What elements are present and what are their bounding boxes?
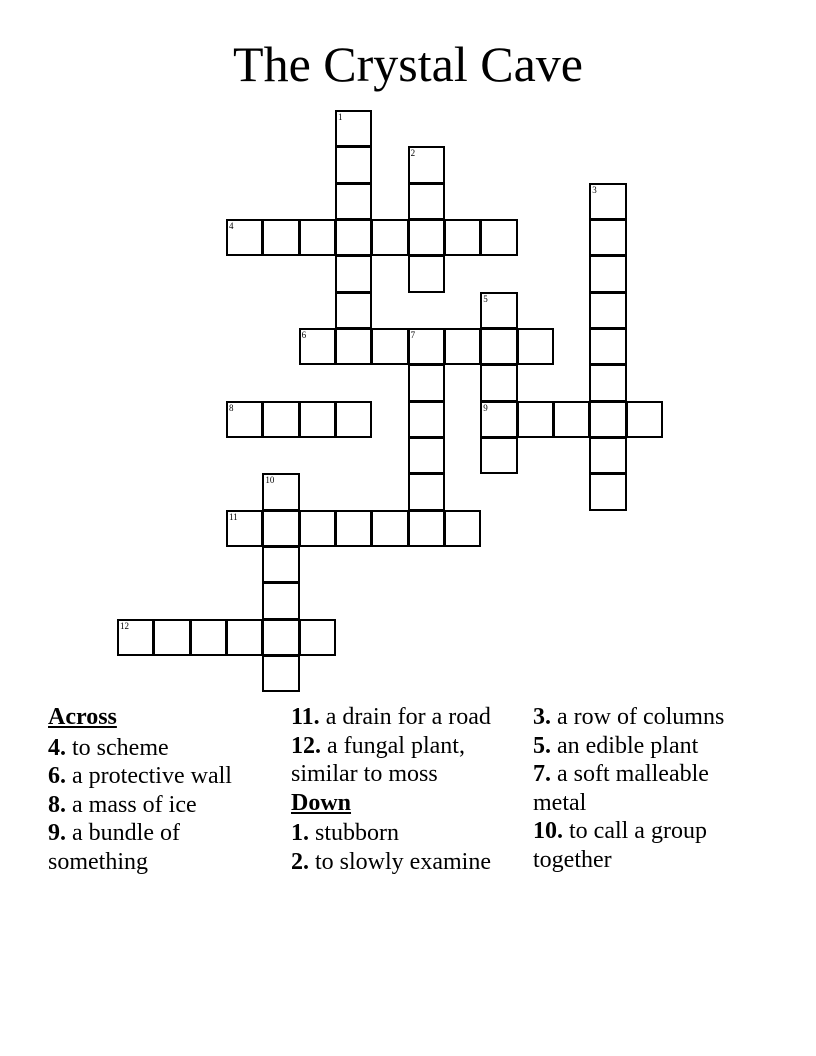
grid-cell[interactable] (589, 437, 626, 474)
grid-cell[interactable] (589, 364, 626, 401)
grid-cell[interactable] (299, 219, 336, 256)
grid-cell[interactable] (335, 146, 372, 183)
grid-cell[interactable] (335, 292, 372, 329)
grid-cell[interactable] (299, 510, 336, 547)
grid-cell[interactable] (335, 219, 372, 256)
clue-number: 1 (337, 112, 343, 122)
grid-cell[interactable] (626, 401, 663, 438)
clue-number: 12 (120, 620, 129, 631)
clue-number: 4 (228, 220, 234, 231)
grid-cell[interactable] (117, 619, 154, 656)
clue-number: 2 (410, 148, 416, 159)
clue-number: 9 (483, 402, 488, 413)
clue-number: 6 (301, 329, 307, 340)
across-clue-4: 4. to scheme (48, 734, 169, 761)
grid-cell[interactable] (408, 510, 445, 547)
clue-number: 7 (410, 329, 416, 340)
grid-cell[interactable] (480, 328, 517, 365)
grid-cell[interactable] (299, 328, 336, 365)
grid-cell[interactable] (335, 110, 372, 147)
grid-cell[interactable] (408, 255, 445, 292)
grid-cell[interactable] (262, 546, 299, 583)
grid-cell[interactable] (262, 401, 299, 438)
grid-cell[interactable] (408, 364, 445, 401)
grid-cell[interactable] (299, 619, 336, 656)
grid-cell[interactable] (480, 364, 517, 401)
clue-number: 11 (228, 511, 238, 522)
across-clue-9: 9. a bundle of something (48, 820, 180, 875)
grid-cell[interactable] (299, 401, 336, 438)
down-clue-3: 3. a row of columns (533, 704, 725, 730)
down-clue-5: 5. an edible plant (533, 732, 699, 759)
clue-number: 10 (265, 475, 275, 486)
grid-cell[interactable] (589, 401, 626, 438)
grid-cell[interactable] (408, 146, 445, 183)
grid-cell[interactable] (371, 219, 408, 256)
grid-cell[interactable] (480, 401, 517, 438)
clue-column-1 (48, 703, 284, 876)
grid-cell[interactable] (335, 510, 372, 547)
grid-cell[interactable] (408, 183, 445, 220)
grid-cell[interactable] (335, 401, 372, 438)
across-clue-8: 8. a mass of ice (48, 791, 197, 818)
grid-cell[interactable] (153, 619, 190, 656)
clue-number: 8 (228, 402, 234, 413)
grid-cell[interactable] (262, 219, 299, 256)
puzzle-title: The Crystal Cave (233, 36, 583, 92)
grid-cell[interactable] (589, 183, 626, 220)
grid-cell[interactable] (517, 401, 554, 438)
grid-cell[interactable] (444, 328, 481, 365)
down-clue-10: 10. to call a group together (533, 818, 707, 873)
across-clue-11: 11. a drain for a road (291, 704, 491, 730)
grid-cell[interactable] (444, 219, 481, 256)
down-clue-2: 2. to slowly examine (291, 848, 491, 875)
down-clue-1: 1. stubborn (291, 820, 399, 846)
grid-cell[interactable] (262, 582, 299, 619)
grid-cell[interactable] (589, 473, 626, 510)
grid-cell[interactable] (444, 510, 481, 547)
grid-cell[interactable] (190, 619, 227, 656)
clue-column-2 (291, 703, 521, 876)
grid-cell[interactable] (589, 328, 626, 365)
grid-cell[interactable] (226, 219, 263, 256)
grid-cell[interactable] (262, 655, 299, 692)
grid-cell[interactable] (480, 437, 517, 474)
grid-cell[interactable] (226, 510, 263, 547)
across-clue-12: 12. a fungal plant, similar to moss (291, 732, 465, 787)
grid-cell[interactable] (480, 219, 517, 256)
grid-cell[interactable] (589, 292, 626, 329)
down-heading: Down (291, 789, 352, 816)
grid-cell[interactable] (335, 328, 372, 365)
grid-cell[interactable] (335, 183, 372, 220)
grid-cell[interactable] (408, 401, 445, 438)
grid-cell[interactable] (408, 437, 445, 474)
grid-cell[interactable] (371, 328, 408, 365)
grid-cell[interactable] (589, 219, 626, 256)
grid-cell[interactable] (408, 473, 445, 510)
across-heading: Across (48, 704, 117, 730)
grid-cell[interactable] (589, 255, 626, 292)
grid-cell[interactable] (335, 255, 372, 292)
grid-cell[interactable] (408, 219, 445, 256)
grid-cell[interactable] (371, 510, 408, 547)
grid-cell[interactable] (517, 328, 554, 365)
grid-cell[interactable] (226, 619, 263, 656)
clue-column-3 (533, 703, 763, 874)
grid-cell[interactable] (553, 401, 590, 438)
clue-number: 3 (592, 184, 597, 195)
clue-number: 5 (483, 293, 488, 304)
grid-cell[interactable] (408, 328, 445, 365)
down-clue-7: 7. a soft malleable metal (533, 761, 709, 816)
grid-cell[interactable] (226, 401, 263, 438)
across-clue-6: 6. a protective wall (48, 763, 232, 789)
grid-cell[interactable] (262, 619, 299, 656)
grid-cell[interactable] (262, 473, 299, 510)
grid-cell[interactable] (262, 510, 299, 547)
grid-cell[interactable] (480, 292, 517, 329)
